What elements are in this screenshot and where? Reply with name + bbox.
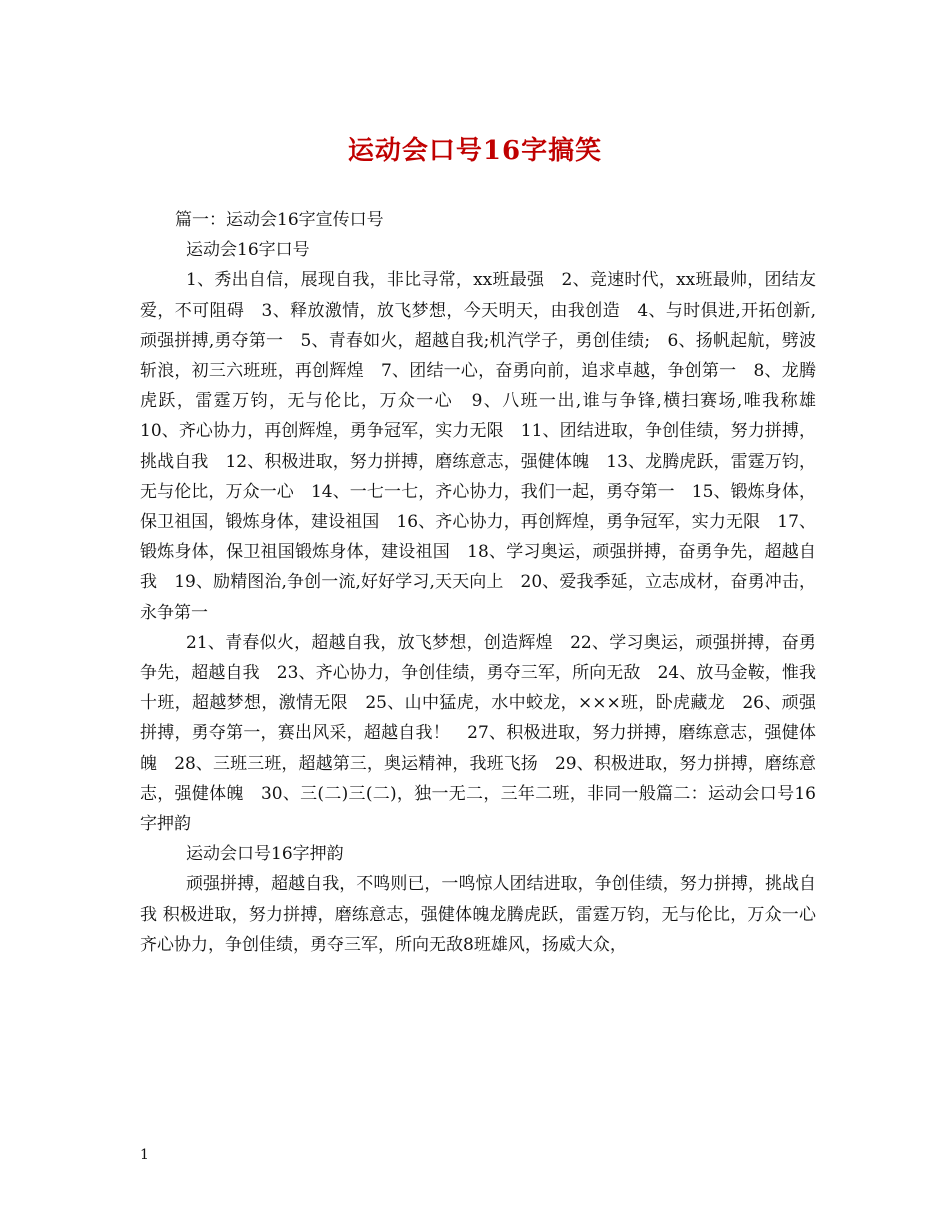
paragraph-3: 顽强拼搏，超越自我，不鸣则已，一鸣惊人团结进取，争创佳绩，努力拼搏，挑战自我 积极进取，努力拼搏，磨练意志，强健体魄龙腾虎跃，雷霆万钧，无与伦比，万众一心 齐心协力，争创佳绩，勇夺三军，所向无敌8班雄风，扬威大众， (140, 874, 816, 955)
paragraph-2: 21、青春似火，超越自我，放飞梦想，创造辉煌 22、学习奥运，顽强拼搏，奋勇争先，超越自我 23、齐心协力，争创佳绩，勇夺三军，所向无敌 24、放马金鞍，惟我十班，超越梦想，激情无限 25、山中猛虎，水中蛟龙，×××班，卧虎藏龙 26、顽强拼搏，勇夺第一，赛出风采，超越自我！ 27、积极进取，努力拼搏，磨练意志，强健体魄 28、三班三班，超越第三，奥运精神，我班飞扬 29、积极进取，努力拼搏，磨练意志，强健体魄 30、三(二)三(二)，独一无二，三年二班，非同一般篇二：运动会口号16字押韵 (140, 632, 816, 835)
document-body (140, 205, 833, 960)
paragraph-1: 1、秀出自信，展现自我，非比寻常，xx班最强 2、竞速时代，xx班最帅，团结友爱，不可阻碍 3、释放激情，放飞梦想，今天明天，由我创造 4、与时俱进,开拓创新,顽强拼搏,勇夺第一 5、青春如火，超越自我;机汽学子，勇创佳绩; 6、扬帆起航，劈波斩浪，初三六班班，再创辉煌 7、团结一心，奋勇向前，追求卓越，争创第一 8、龙腾虎跃，雷霆万钧，无与伦比，万众一心 9、八班一出,谁与争锋,横扫赛场,唯我称雄 10、齐心协力，再创辉煌，勇争冠军，实力无限 11、团结进取，争创佳绩，努力拼搏，挑战自我 12、积极进取，努力拼搏，磨练意志，强健体魄 13、龙腾虎跃，雷霆万钧，无与伦比，万众一心 14、一七一七，齐心协力，我们一起，勇夺第一 15、锻炼身体，保卫祖国，锻炼身体，建设祖国 16、齐心协力，再创辉煌，勇争冠军，实力无限 17、锻炼身体，保卫祖国锻炼身体，建设祖国 18、学习奥运，顽强拼搏，奋勇争先，超越自我 19、励精图治,争创一流,好好学习,天天向上 20、爱我季延，立志成材，奋勇冲击，永争第一 (140, 270, 833, 623)
section1-subheading: 运动会16字口号 (186, 240, 310, 261)
section2-subheading: 运动会口号16字押韵 (186, 844, 344, 865)
page-number: 1 (140, 1147, 149, 1163)
section1-heading: 篇一：运动会16字宣传口号 (175, 210, 384, 230)
document-title: 运动会口号16字搞笑 (347, 136, 603, 166)
